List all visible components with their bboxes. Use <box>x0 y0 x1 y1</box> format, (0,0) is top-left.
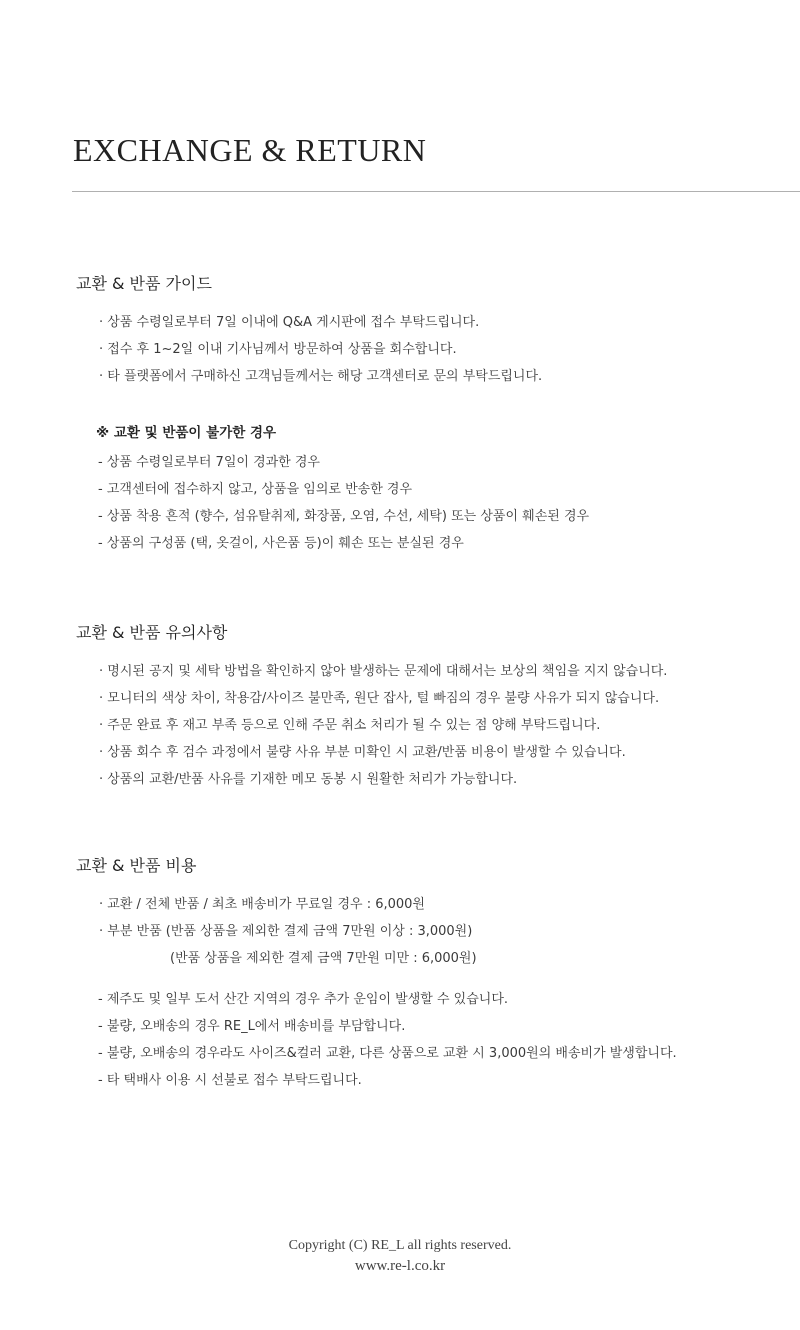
cost-extra-item: - 불량, 오배송의 경우라도 사이즈&컬러 교환, 다른 상품으로 교환 시 3,000원의 배송비가 발생합니다. <box>98 1046 677 1061</box>
cost-heading: 교환 & 반품 비용 <box>76 856 197 875</box>
guide-heading: 교환 & 반품 가이드 <box>76 274 212 293</box>
cost-extra-item: - 불량, 오배송의 경우 RE_L에서 배송비를 부담합니다. <box>98 1019 406 1034</box>
cost-extra-item: - 타 택배사 이용 시 선불로 접수 부탁드립니다. <box>98 1073 362 1088</box>
not-allowed-heading: ※ 교환 및 반품이 불가한 경우 <box>96 425 277 441</box>
footer-copyright: Copyright (C) RE_L all rights reserved. <box>288 1238 512 1253</box>
guide-item: · 상품 수령일로부터 7일 이내에 Q&A 게시판에 접수 부탁드립니다. <box>99 315 480 330</box>
cost-item: (반품 상품을 제외한 결제 금액 7만원 미만 : 6,000원) <box>170 951 477 966</box>
footer-url[interactable]: www.re-l.co.kr <box>354 1258 446 1274</box>
notes-item: · 상품의 교환/반품 사유를 기재한 메모 동봉 시 원활한 처리가 가능합니다. <box>99 772 518 787</box>
notes-item: · 모니터의 색상 차이, 착용감/사이즈 불만족, 원단 잡사, 털 빠짐의 경우 불량 사유가 되지 않습니다. <box>99 691 660 706</box>
cost-item: · 교환 / 전체 반품 / 최초 배송비가 무료일 경우 : 6,000원 <box>99 897 425 912</box>
not-allowed-item: - 상품의 구성품 (택, 옷걸이, 사은품 등)이 훼손 또는 분실된 경우 <box>98 536 464 551</box>
notes-heading: 교환 & 반품 유의사항 <box>76 623 228 642</box>
not-allowed-item: - 고객센터에 접수하지 않고, 상품을 임의로 반송한 경우 <box>98 482 413 497</box>
not-allowed-item: - 상품 착용 흔적 (향수, 섬유탈취제, 화장품, 오염, 수선, 세탁) 또는 상품이 훼손된 경우 <box>98 509 590 524</box>
cost-item: · 부분 반품 (반품 상품을 제외한 결제 금액 7만원 이상 : 3,000원) <box>99 924 473 939</box>
guide-item: · 접수 후 1~2일 이내 기사님께서 방문하여 상품을 회수합니다. <box>99 342 457 357</box>
notes-item: · 명시된 공지 및 세탁 방법을 확인하지 않아 발생하는 문제에 대해서는 보상의 책임을 지지 않습니다. <box>99 664 668 679</box>
notes-item: · 상품 회수 후 검수 과정에서 불량 사유 부분 미확인 시 교환/반품 비용이 발생할 수 있습니다. <box>99 745 626 760</box>
title-divider <box>72 191 800 192</box>
page-title: EXCHANGE & RETURN <box>73 132 427 168</box>
not-allowed-item: - 상품 수령일로부터 7일이 경과한 경우 <box>98 455 320 470</box>
cost-extra-item: - 제주도 및 일부 도서 산간 지역의 경우 추가 운임이 발생할 수 있습니다. <box>98 992 509 1007</box>
notes-item: · 주문 완료 후 재고 부족 등으로 인해 주문 취소 처리가 될 수 있는 점 양해 부탁드립니다. <box>99 718 601 733</box>
guide-item: · 타 플랫폼에서 구매하신 고객님들께서는 해당 고객센터로 문의 부탁드립니다. <box>99 369 543 384</box>
